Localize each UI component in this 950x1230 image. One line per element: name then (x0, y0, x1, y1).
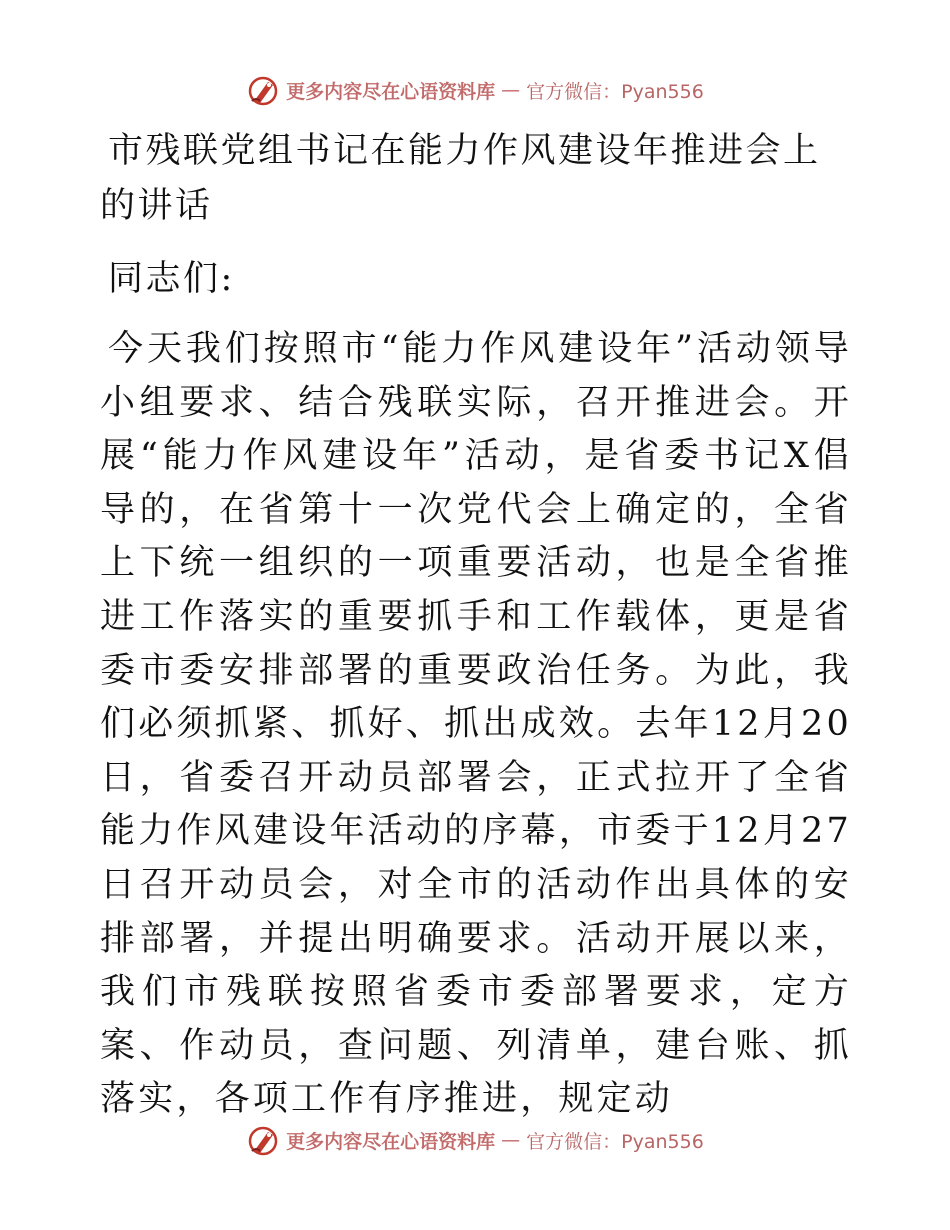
watermark-separator: — (501, 1129, 521, 1151)
body-paragraph: 今天我们按照市“能力作风建设年”活动领导小组要求、结合残联实际，召开推进会。开展“能力作风建设年”活动，是省委书记X倡导的，在省第十一次党代会上确定的，全省上下统一组织的一项重要活动，也是全省推进工作落实的重要抓手和工作载体，更是省委市委安排部署的重要政治任务。为此，我们必须抓紧、抓好、抓出成效。去年12月20日，省委召开动员部署会，正式拉开了全省能力作风建设年活动的序幕，市委于12月27日召开动员会，对全市的活动作出具体的安排部署，并提出明确要求。活动开展以来，我们市残联按照省委市委部署要求，定方案、作动员，查问题、列清单，建台账、抓落实，各项工作有序推进，规定动 (100, 329, 852, 1120)
footer-watermark (0, 1120, 950, 1160)
document-body (100, 118, 852, 1127)
pen-nib-logo-icon (246, 73, 280, 107)
watermark-main-text: 更多内容尽在心语资料库 (286, 1130, 496, 1153)
watermark-separator: — (501, 79, 521, 101)
watermark-sub-text: 官方微信：Pyan556 (526, 80, 704, 103)
header-watermark (0, 70, 950, 110)
watermark-sub-text: 官方微信：Pyan556 (526, 1130, 704, 1153)
salutation: 同志们: (108, 259, 235, 299)
document-title: 市残联党组书记在能力作风建设年推进会上的讲话 (100, 131, 821, 226)
pen-nib-logo-icon (246, 1123, 280, 1157)
watermark-main-text: 更多内容尽在心语资料库 (286, 80, 496, 103)
